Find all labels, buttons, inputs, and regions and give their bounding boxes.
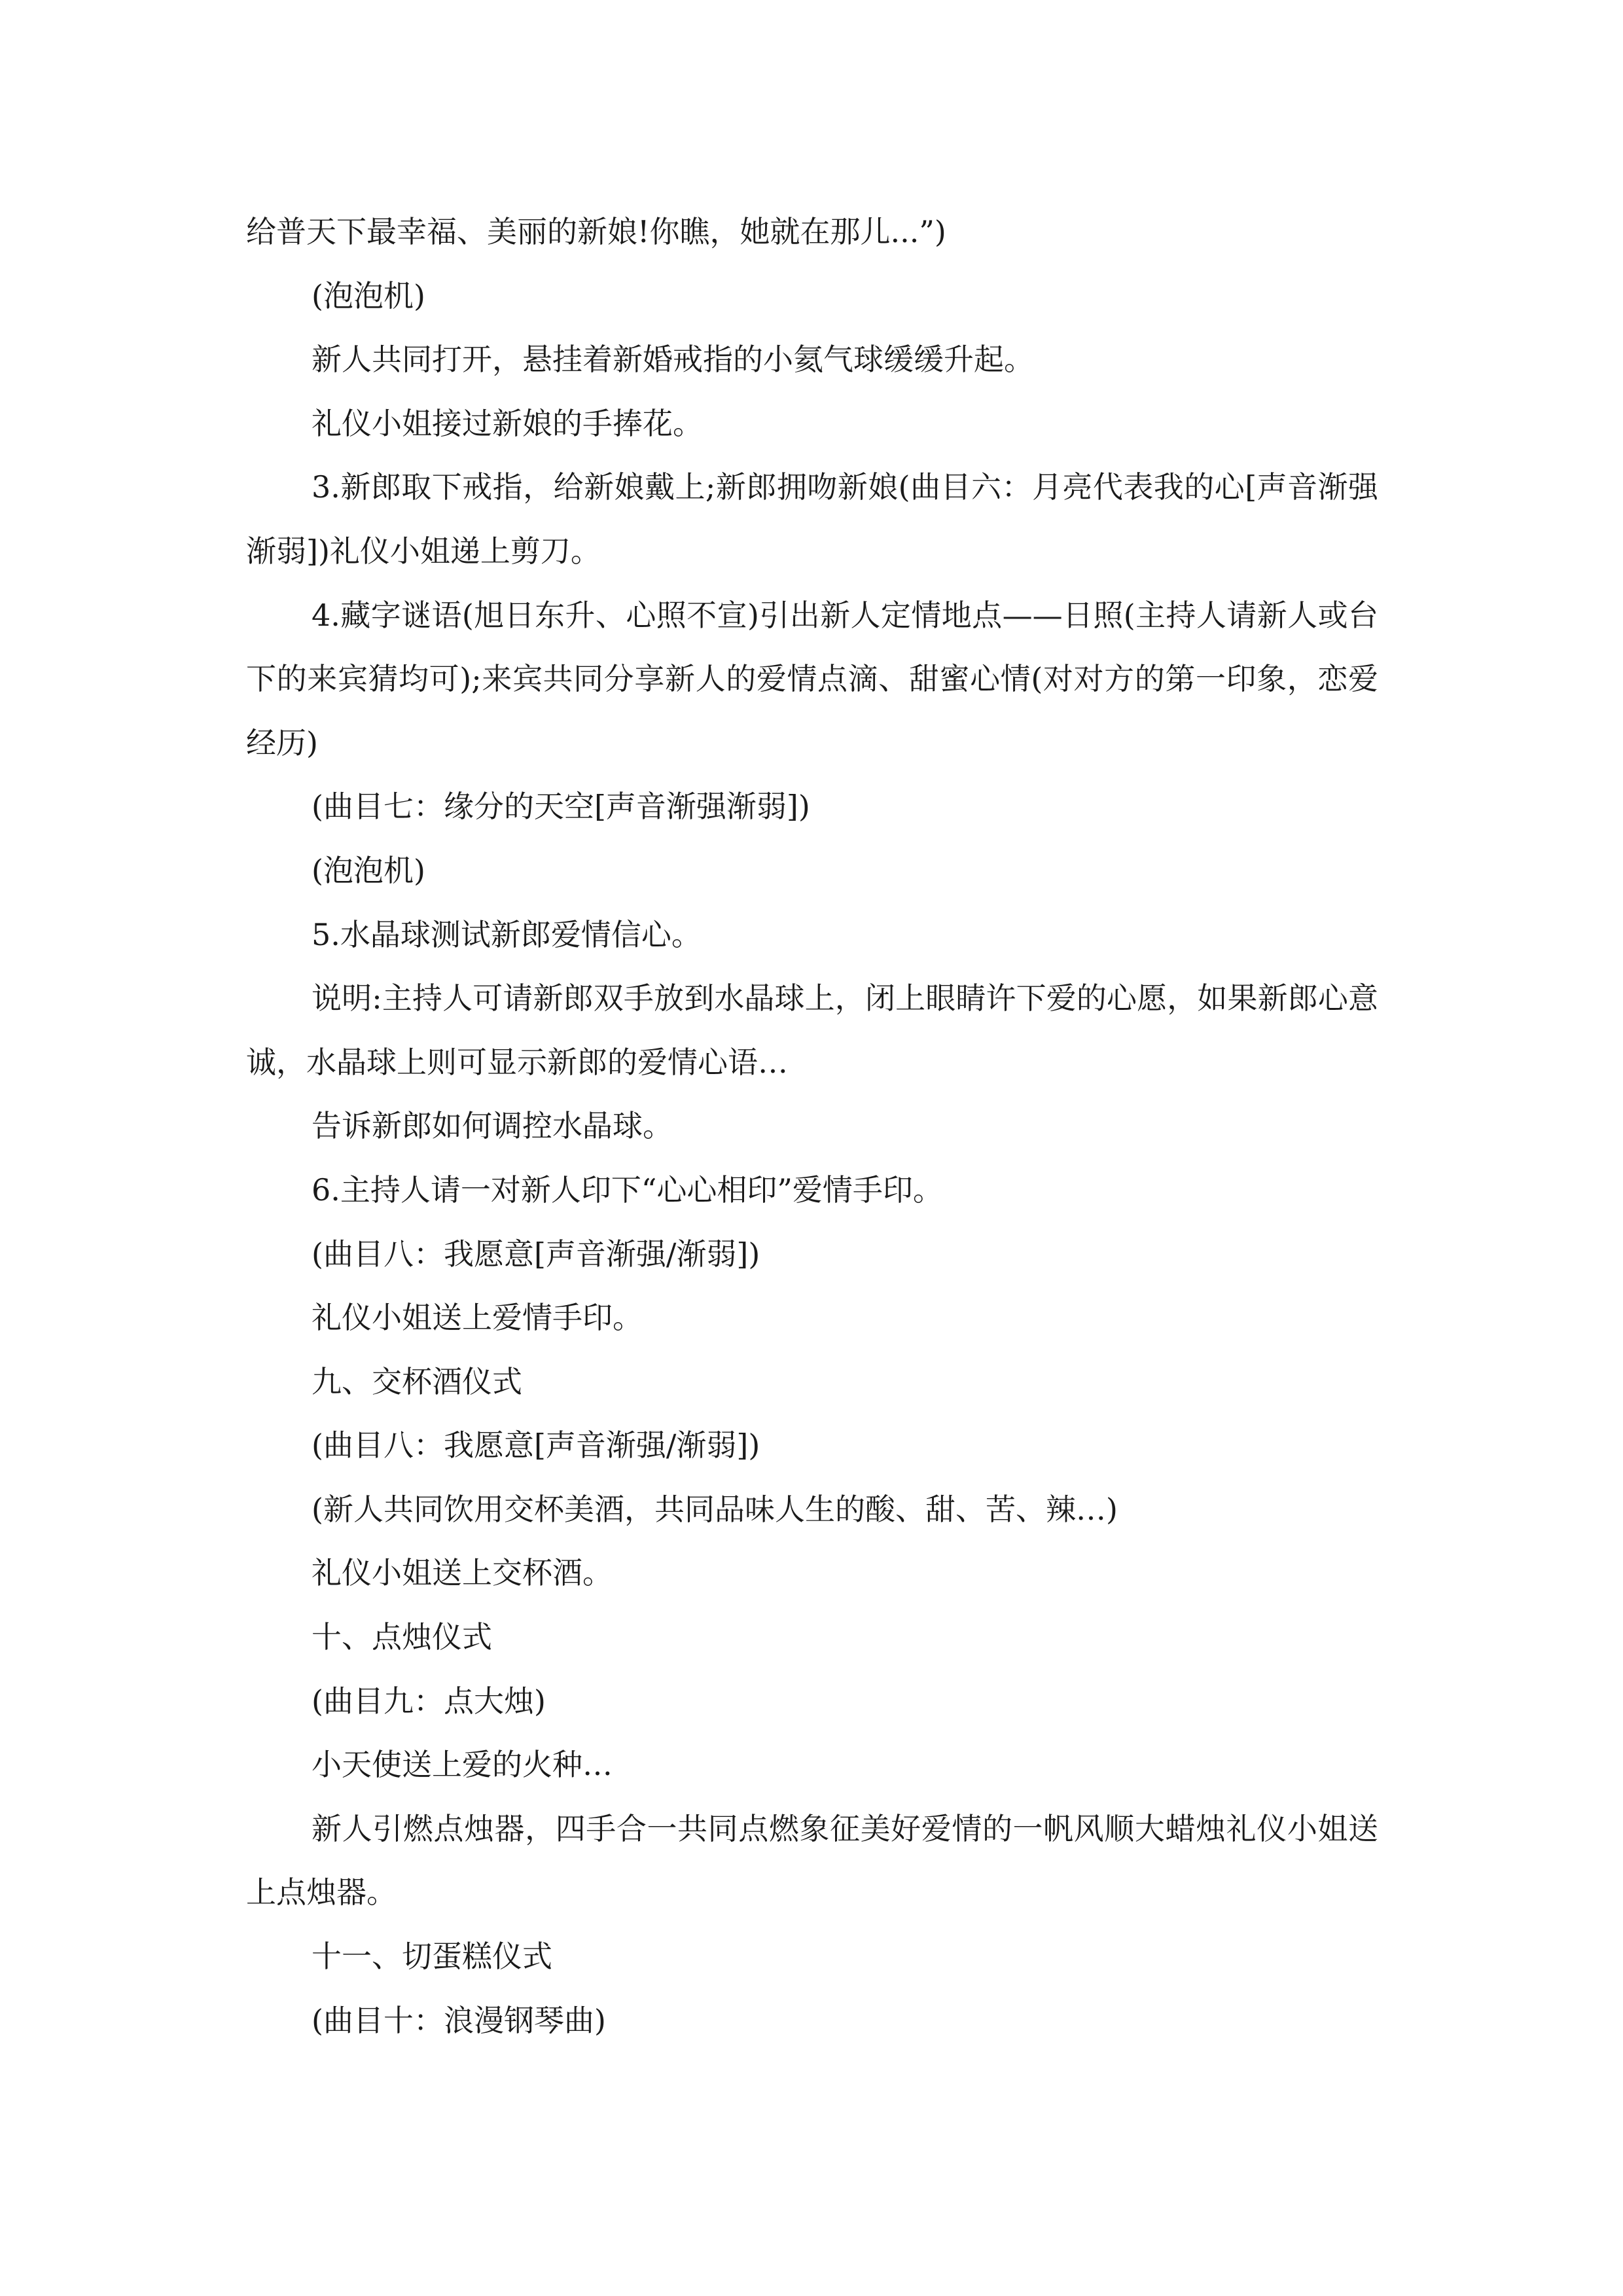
paragraph: (曲目十：浪漫钢琴曲)	[312, 2002, 606, 2038]
paragraph: 给普天下最幸福、美丽的新娘!你瞧，她就在那儿...”)	[246, 214, 946, 249]
paragraph: (泡泡机)	[312, 852, 425, 888]
paragraph: (曲目九：点大烛)	[312, 1683, 546, 1719]
paragraph: (曲目八：我愿意[声音渐强/渐弱])	[312, 1427, 760, 1463]
paragraph: 九、交杯酒仪式	[312, 1363, 522, 1399]
paragraph: 十、点烛仪式	[312, 1619, 492, 1655]
paragraph: 十一、切蛋糕仪式	[312, 1939, 552, 1975]
paragraph: 3.新郎取下戒指，给新娘戴上;新郎拥吻新娘(曲目六：月亮代表我的心[声音渐强渐弱])礼仪小姐递上剪刀。	[246, 469, 1378, 569]
paragraph: (新人共同饮用交杯美酒，共同品味人生的酸、甜、苦、辣…)	[312, 1491, 1118, 1527]
paragraph: 礼仪小姐送上爱情手印。	[312, 1300, 643, 1336]
paragraph: (曲目八：我愿意[声音渐强/渐弱])	[312, 1236, 760, 1272]
paragraph: 说明:主持人可请新郎双手放到水晶球上，闭上眼睛许下爱的心愿，如果新郎心意诚，水晶球上则可显示新郎的爱情心语…	[246, 980, 1378, 1080]
paragraph: 告诉新郎如何调控水晶球。	[312, 1108, 673, 1144]
paragraph: 4.藏字谜语(旭日东升、心照不宣)引出新人定情地点——日照(主持人请新人或台下的来宾猜均可);来宾共同分享新人的爱情点滴、甜蜜心情(对对方的第一印象，恋爱经历)	[246, 597, 1378, 761]
paragraph: 小天使送上爱的火种…	[312, 1747, 613, 1783]
paragraph: 新人引燃点烛器，四手合一共同点燃象征美好爱情的一帆风顺大蜡烛礼仪小姐送上点烛器。	[246, 1810, 1378, 1910]
paragraph: 6.主持人请一对新人印下“心心相印”爱情手印。	[312, 1172, 943, 1208]
paragraph: 新人共同打开，悬挂着新婚戒指的小氦气球缓缓升起。	[312, 342, 1034, 378]
paragraph: 礼仪小姐接过新娘的手捧花。	[312, 405, 703, 441]
document-body	[246, 200, 1378, 2053]
paragraph: (曲目七：缘分的天空[声音渐强渐弱])	[312, 789, 810, 825]
paragraph: (泡泡机)	[312, 278, 425, 314]
paragraph: 5.水晶球测试新郎爱情信心。	[312, 916, 702, 952]
paragraph: 礼仪小姐送上交杯酒。	[312, 1555, 613, 1591]
